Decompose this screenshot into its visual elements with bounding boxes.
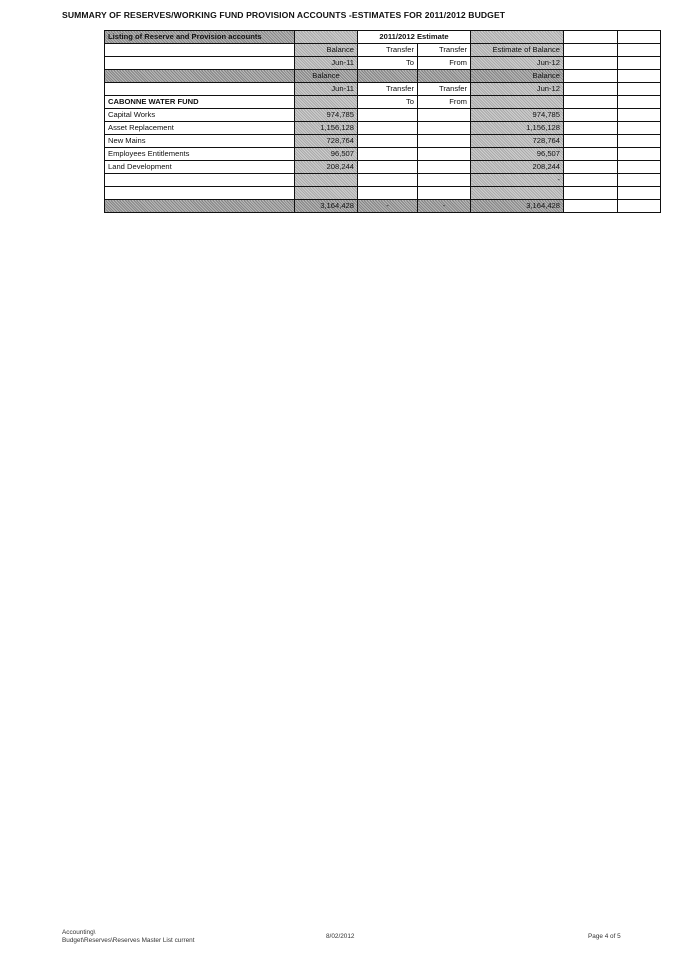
from-header: From	[418, 57, 471, 70]
balance-header: Balance	[295, 44, 358, 57]
transfer-from-value	[418, 122, 471, 135]
header-row-3	[105, 57, 661, 70]
balance-subheader: Balance	[295, 70, 358, 83]
blank-cell	[105, 174, 295, 187]
fund-cell	[471, 96, 564, 109]
estimate-balance-subheader: Balance	[471, 70, 564, 83]
extra-cell	[618, 187, 661, 200]
footer-path-line2: Budget\Reserves\Reserves Master List current	[62, 937, 195, 944]
blank-cell	[564, 122, 618, 135]
estimate-value: 208,244	[471, 161, 564, 174]
reserves-table	[104, 30, 661, 213]
account-name: Capital Works	[105, 109, 295, 122]
table-row	[105, 109, 661, 122]
balance-value: 208,244	[295, 161, 358, 174]
extra-cell	[618, 135, 661, 148]
header-cell	[564, 44, 618, 57]
balance-value: 1,156,128	[295, 122, 358, 135]
extra-cell	[618, 83, 661, 96]
header-cell	[564, 83, 618, 96]
header-cell	[564, 70, 618, 83]
transfer-from-subheader: Transfer	[418, 83, 471, 96]
extra-cell	[618, 70, 661, 83]
fund-to-label: To	[358, 96, 418, 109]
blank-cell	[295, 174, 358, 187]
blank-cell	[471, 187, 564, 200]
table-row	[105, 135, 661, 148]
balance-date-header: Jun-11	[295, 57, 358, 70]
header-row-4	[105, 70, 661, 83]
blank-estimate-value: -	[471, 174, 564, 187]
fund-cell	[295, 96, 358, 109]
blank-cell	[358, 174, 418, 187]
blank-cell	[418, 187, 471, 200]
blank-cell	[105, 187, 295, 200]
transfer-from-value	[418, 135, 471, 148]
total-estimate: 3,164,428	[471, 200, 564, 213]
account-name: Employees Entitlements	[105, 148, 295, 161]
transfer-from-value	[418, 148, 471, 161]
header-row-2	[105, 44, 661, 57]
transfer-to-subheader: Transfer	[358, 83, 418, 96]
header-cell	[564, 31, 618, 44]
blank-cell	[564, 161, 618, 174]
transfer-from-value	[418, 161, 471, 174]
transfer-to-value	[358, 109, 418, 122]
balance-value: 728,764	[295, 135, 358, 148]
footer-path-line1: Accounting\	[62, 929, 96, 936]
blank-cell	[418, 174, 471, 187]
total-balance: 3,164,428	[295, 200, 358, 213]
transfer-to-header: Transfer	[358, 44, 418, 57]
transfer-to-value	[358, 122, 418, 135]
header-cell	[295, 31, 358, 44]
transfer-from-header: Transfer	[418, 44, 471, 57]
total-row	[105, 200, 661, 213]
balance-value: 96,507	[295, 148, 358, 161]
extra-cell	[618, 57, 661, 70]
estimate-balance-header: Estimate of Balance	[471, 44, 564, 57]
spacer-row	[105, 187, 661, 200]
account-name: Asset Replacement	[105, 122, 295, 135]
transfer-to-value	[358, 135, 418, 148]
blank-row	[105, 174, 661, 187]
account-name: New Mains	[105, 135, 295, 148]
balance-value: 974,785	[295, 109, 358, 122]
footer-page-number: Page 4 of 5	[588, 933, 621, 940]
fund-row	[105, 96, 661, 109]
blank-cell	[564, 200, 618, 213]
estimate-value: 728,764	[471, 135, 564, 148]
header-cell	[358, 70, 418, 83]
header-cell	[105, 44, 295, 57]
total-transfer-from: -	[418, 200, 471, 213]
blank-cell	[358, 187, 418, 200]
header-cell	[418, 70, 471, 83]
extra-cell	[618, 200, 661, 213]
total-transfer-to: -	[358, 200, 418, 213]
estimate-value: 96,507	[471, 148, 564, 161]
page-title: SUMMARY OF RESERVES/WORKING FUND PROVISION ACCOUNTS -ESTIMATES FOR 2011/2012 BUDGET	[62, 10, 506, 20]
extra-cell	[618, 161, 661, 174]
estimate-date-subheader: Jun-12	[471, 83, 564, 96]
extra-cell	[618, 148, 661, 161]
transfer-to-value	[358, 148, 418, 161]
header-row-1	[105, 31, 661, 44]
blank-cell	[564, 109, 618, 122]
balance-date-subheader: Jun-11	[295, 83, 358, 96]
blank-cell	[295, 187, 358, 200]
table-row	[105, 161, 661, 174]
header-cell	[564, 57, 618, 70]
extra-cell	[618, 174, 661, 187]
estimate-value: 1,156,128	[471, 122, 564, 135]
extra-cell	[618, 96, 661, 109]
header-cell	[471, 31, 564, 44]
blank-cell	[564, 148, 618, 161]
extra-cell	[618, 31, 661, 44]
listing-header: Listing of Reserve and Provision accounts	[105, 31, 295, 44]
fund-cell	[564, 96, 618, 109]
header-cell	[105, 83, 295, 96]
total-label-cell	[105, 200, 295, 213]
header-cell	[105, 70, 295, 83]
account-name: Land Development	[105, 161, 295, 174]
estimate-date-header: Jun-12	[471, 57, 564, 70]
header-cell	[105, 57, 295, 70]
table-row	[105, 148, 661, 161]
blank-cell	[564, 187, 618, 200]
footer-date: 8/02/2012	[326, 933, 355, 940]
estimate-value: 974,785	[471, 109, 564, 122]
table-row	[105, 122, 661, 135]
estimate-header: 2011/2012 Estimate	[358, 31, 471, 44]
blank-cell	[564, 135, 618, 148]
extra-cell	[618, 44, 661, 57]
extra-cell	[618, 122, 661, 135]
extra-cell	[618, 109, 661, 122]
header-row-5	[105, 83, 661, 96]
fund-label: CABONNE WATER FUND	[105, 96, 295, 109]
to-header: To	[358, 57, 418, 70]
transfer-to-value	[358, 161, 418, 174]
fund-from-label: From	[418, 96, 471, 109]
transfer-from-value	[418, 109, 471, 122]
blank-cell	[564, 174, 618, 187]
